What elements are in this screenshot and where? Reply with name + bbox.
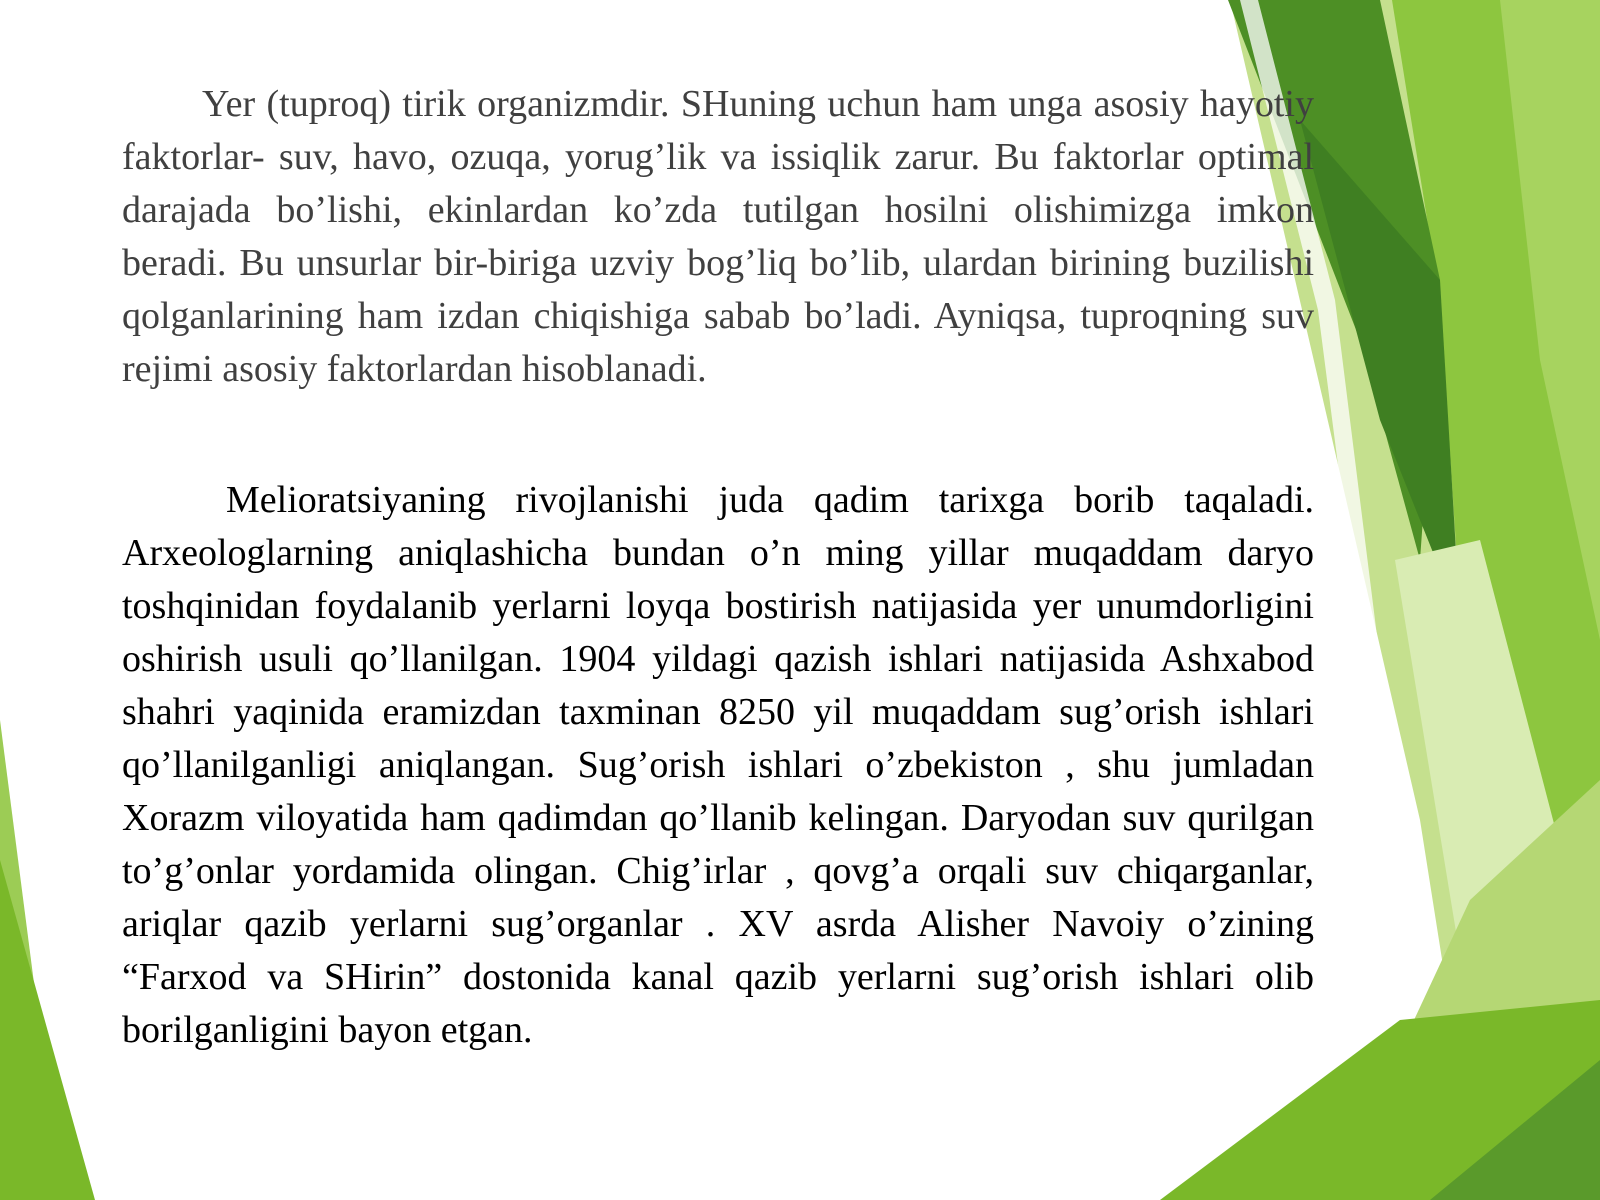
paragraph-soil-factors: Yer (tuproq) tirik organizmdir. SHuning uchun ham unga asosiy hayotiy faktorlar- suv, havo, ozuqa, yorug’lik va issiqlik zarur. Bu faktorlar optimal darajada bo’lishi, ekinlardan ko’zda tutilgan hosilni olishimizga imkon beradi. Bu unsurlar bir-biriga uzviy bog’liq bo’lib, ulardan birining buzilishi qolganlarining ham izdan chiqishiga sabab bo’ladi. Ayniqsa, tuproqning suv rejimi asosiy faktorlardan hisoblanadi.: [122, 83, 1314, 390]
paragraph-melioration-history: Melioratsiyaning rivojlanishi juda qadim tarixga borib taqaladi. Arxeologlarning aniqlashicha bundan o’n ming yillar muqaddam daryo toshqinidan foydalanib yerlarni loyqa bostirish natijasida yer unumdorligini oshirish usuli qo’llanilgan. 1904 yildagi qazish ishlari natijasida Ashxabod shahri yaqinida eramizdan taxminan 8250 yil muqaddam sug’orish ishlari qo’llanilganligi aniqlangan. Sug’orish ishlari o’zbekiston , shu jumladan Xorazm viloyatida ham qadimdan qo’llanib kelingan. Daryodan suv qurilgan to’g’onlar yordamida olingan. Chig’irlar , qovg’a orqali suv chiqarganlar, ariqlar qazib yerlarni sug’organlar . XV asrda Alisher Navoiy o’zining “Farxod va SHirin” dostonida kanal qazib yerlarni sug’orish ishlari olib borilganligini bayon etgan.: [122, 479, 1314, 1051]
left-green-facet-bright: [0, 860, 95, 1200]
